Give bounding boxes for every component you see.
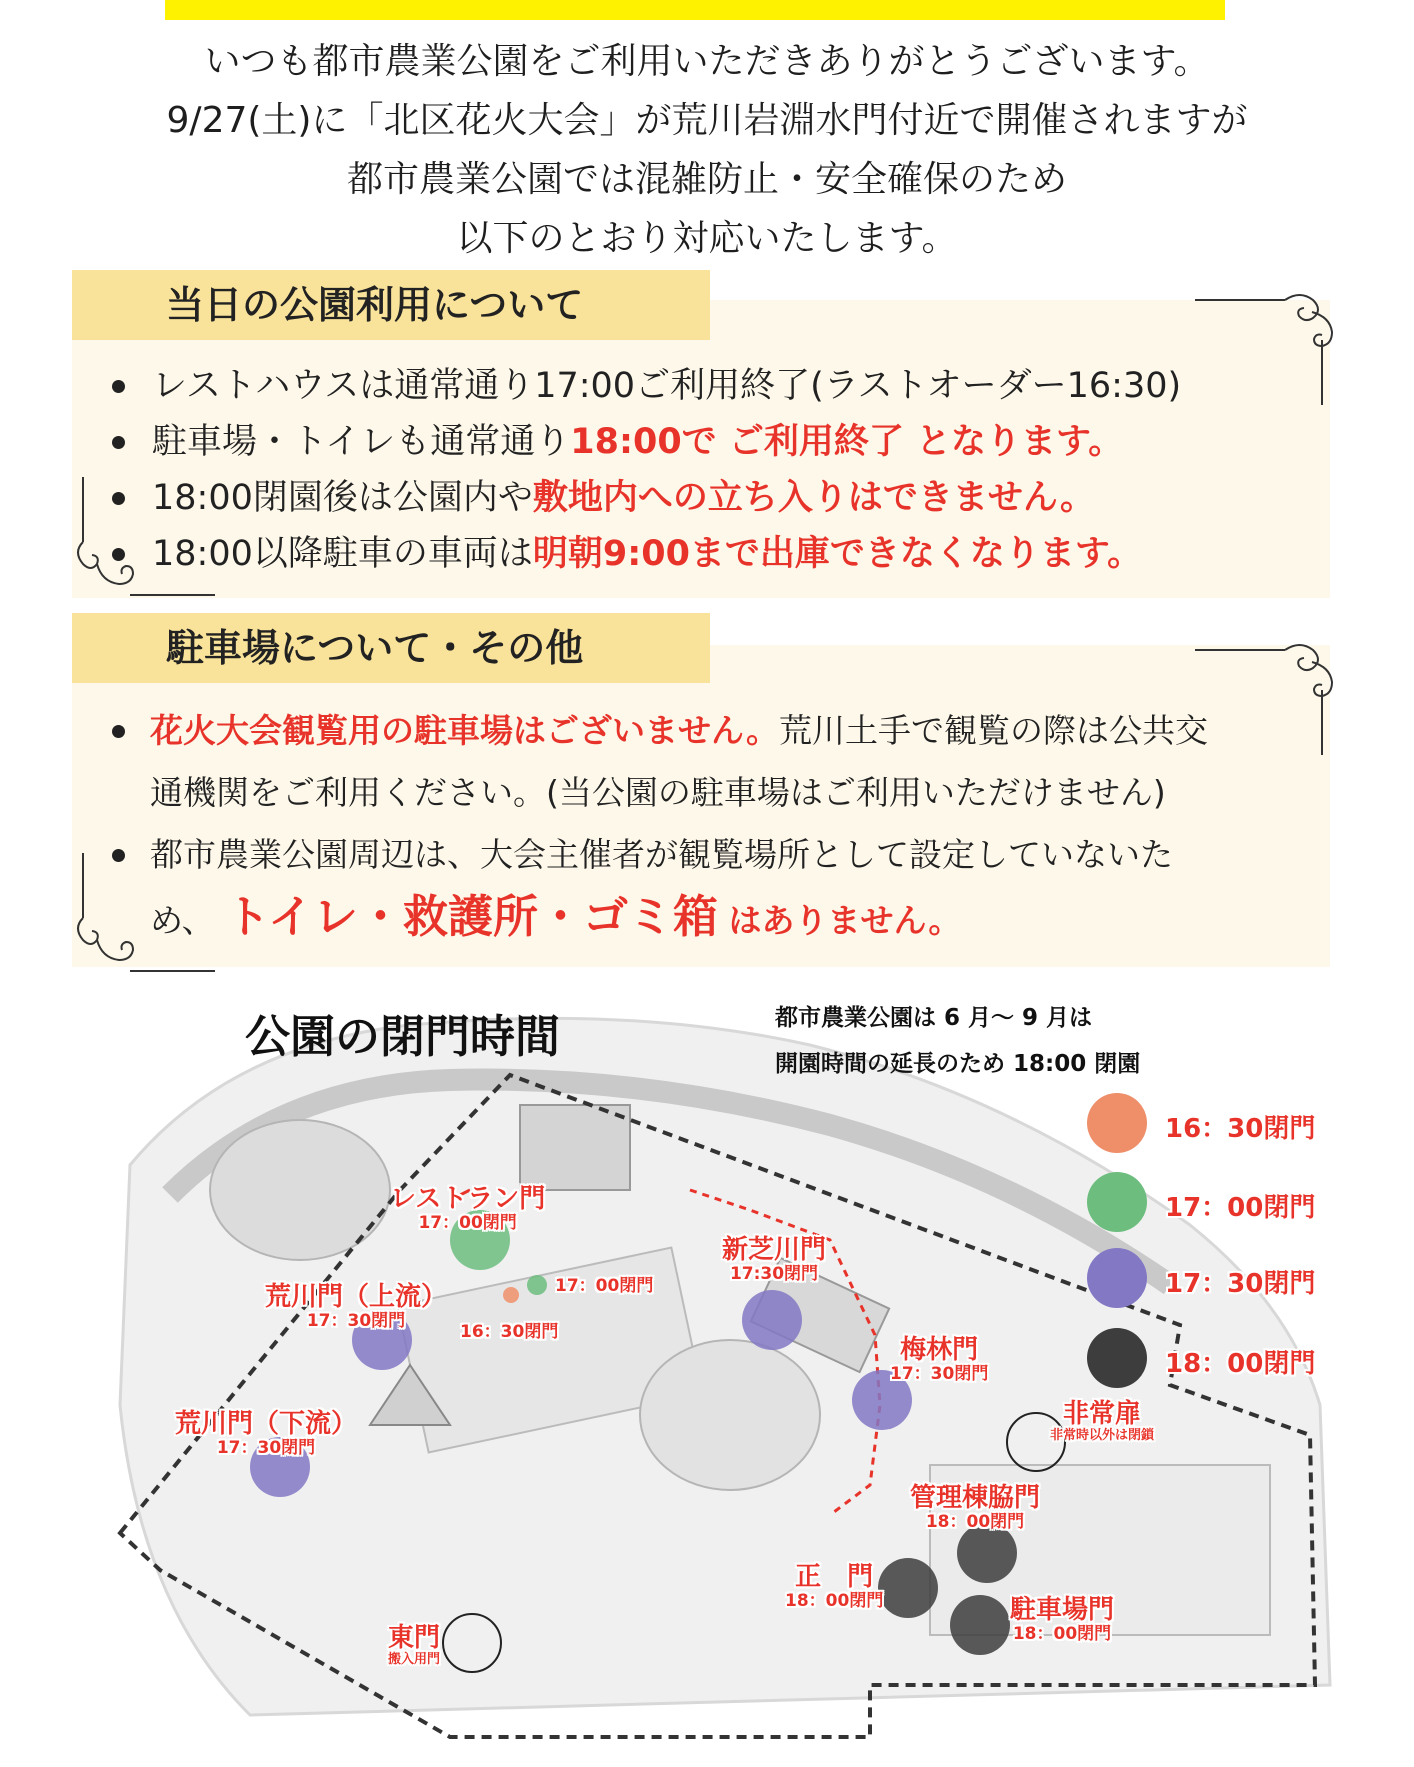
gate-marker-main [878,1558,938,1618]
map-note [775,995,1140,1087]
gate-label-bairin: 梅林門 17：30閉門 [890,1335,989,1384]
top-banner [165,0,1225,20]
section2-list [110,700,1208,952]
intro-text [0,32,1414,268]
gate-marker-small-orange [503,1287,519,1303]
intro-line-4: 以下のとおり対応いたします。 [456,218,958,259]
park-map-illustration [110,985,1340,1767]
legend-label-1630: 16：30閉門 [1165,1114,1316,1144]
intro-line-2: 9/27(土)に「北区花火大会」が荒川岩淵水門付近で開催されますが [166,100,1248,141]
gate-label-small-green: 17：00閉門 [555,1276,654,1296]
gate-label-small-orange: 16：30閉門 [460,1322,559,1342]
map-title: 公園の閉門時間 [245,1010,561,1063]
gate-label-kanri: 管理棟脇門 18：00閉門 [910,1483,1041,1532]
section1-list [110,358,1181,582]
list-item: 都市農業公園周辺は、大会主催者が観覧場所として設定していないた め、 トイレ・救護所・ゴミ箱 はありません。 [110,824,1208,952]
gate-label-east: 東門 搬入用門 [388,1623,441,1667]
legend-label-1800: 18：00閉門 [1165,1349,1316,1379]
intro-line-3: 都市農業公園では混雑防止・安全確保のため [346,159,1067,200]
gate-label-parking: 駐車場門 18：00閉門 [1010,1595,1115,1644]
corner-ornament-top-right [1190,290,1340,410]
gate-marker-small-green [527,1275,547,1295]
list-item: レストハウスは通常通り17:00ご利用終了(ラストオーダー16:30) [110,358,1181,414]
gate-marker-parking [950,1595,1010,1655]
intro-line-1: いつも都市農業公園をご利用いただきありがとうございます。 [204,41,1210,82]
gate-label-arakawa-downstream: 荒川門（下流） 17：30閉門 [175,1409,358,1458]
map-note-line-2: 開園時間の延長のため 18:00 閉園 [775,1051,1141,1077]
gate-label-arakawa-upstream: 荒川門（上流） 17：30閉門 [265,1282,448,1331]
gate-label-main: 正 門 18：00閉門 [785,1562,884,1611]
legend-dot-1630 [1087,1093,1147,1153]
list-item: 18:00閉園後は公園内や敷地内への立ち入りはできません。 [110,470,1181,526]
section2-heading: 駐車場について・その他 [72,613,710,683]
legend-label-1730: 17：30閉門 [1165,1269,1316,1299]
section1-heading: 当日の公園利用について [72,270,710,340]
gate-label-shinshibakawa: 新芝川門 17:30閉門 [722,1235,827,1284]
gate-marker-shinshibakawa [742,1290,802,1350]
gate-label-restaurant: レストラン門 17：00閉門 [390,1184,546,1233]
gate-label-emergency: 非常扉 非常時以外は閉鎖 [1050,1399,1155,1443]
list-item: 駐車場・トイレも通常通り18:00で ご利用終了 となります。 [110,414,1181,470]
legend-dot-1700 [1087,1172,1147,1232]
corner-ornament-top-right-2 [1190,640,1340,760]
legend-dot-1800 [1087,1328,1147,1388]
gate-marker-east [442,1613,502,1673]
list-item: 18:00以降駐車の車両は明朝9:00まで出庫できなくなります。 [110,526,1181,582]
gate-marker-kanri [957,1523,1017,1583]
list-item: 花火大会観覧用の駐車場はございません。荒川土手で観覧の際は公共交 通機関をご利用ください。(当公園の駐車場はご利用いただけません) [110,700,1208,824]
legend-dot-1730 [1087,1248,1147,1308]
map-note-line-1: 都市農業公園は 6 月～ 9 月は [775,1005,1093,1031]
legend-label-1700: 17：00閉門 [1165,1193,1316,1223]
